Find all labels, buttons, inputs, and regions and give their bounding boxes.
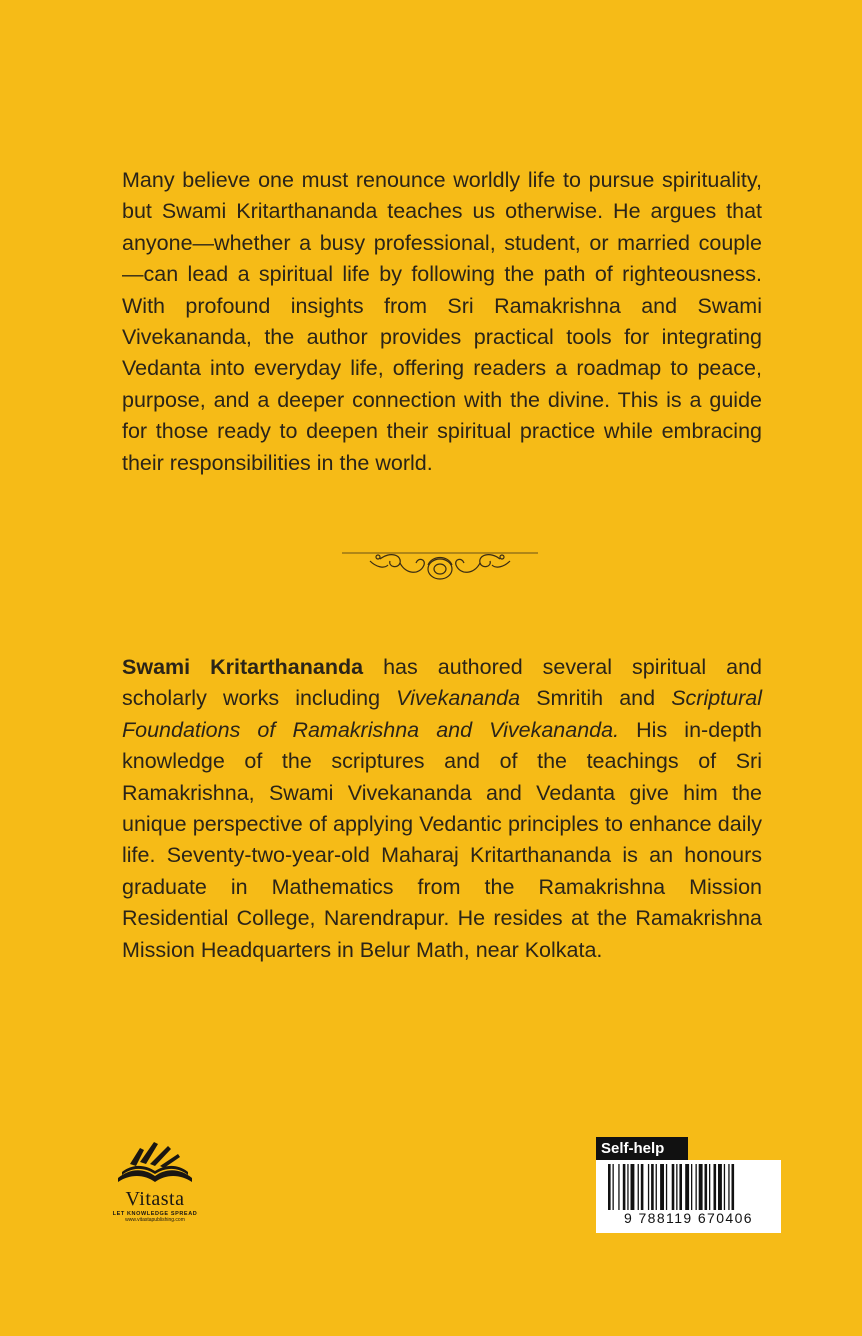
blurb-text: Many believe one must renounce worldly life to pursue spirituality, but Swami Kritarthananda teaches us otherwise. He argues that anyone—whether a busy professional, student, or married couple—can lead a spiritual life by following the path of righteousness. With profound insights from Sri Ramakrishna and Swami Vivekananda, the author provides practical tools for integrating Vedanta into everyday life, offering readers a roadmap to peace, purpose, and a deeper connection with the divine. This is a guide for those ready to deepen their spiritual practice while embracing their responsibilities in the world. (122, 168, 762, 475)
bio-part2: His in-depth knowledge of the scriptures and of the teachings of Sri Ramakrishna, Swami Vivekananda and Vedanta give him the unique perspective of applying Vedantic principles to enhance daily life. Seventy-two-year-old Maharaj Kritarthananda is an honours graduate in Mathematics from the Ramakrishna Mission Residential College, Narendrapur. He resides at the Ramakrishna Mission Headquarters in Belur Math, near Kolkata. (122, 717, 762, 962)
author-name: Swami Kritarthananda (122, 655, 364, 679)
bio-work1-rest: Smritih and (520, 686, 672, 711)
author-bio (122, 652, 762, 966)
publisher-name: Vitasta (125, 1188, 185, 1210)
barcode-panel (596, 1160, 781, 1233)
flourish-ornament-icon (340, 545, 540, 589)
bio-work1: Vivekananda (396, 686, 521, 711)
publisher-logo (100, 1138, 210, 1238)
bio-work2: Scriptural Foundations of Ramakrishna and Vivekananda. (122, 686, 763, 742)
bio-part1: has authored several spiritual and scholarly works including (122, 655, 762, 711)
category-label: Self-help (596, 1137, 688, 1160)
publisher-tagline: LET KNOWLEDGE SPREAD (112, 1211, 198, 1217)
publisher-url: www.vitastapublishing.com (125, 1217, 185, 1223)
barcode-icon (604, 1164, 774, 1210)
isbn-number: 9 788119 670406 (624, 1210, 753, 1226)
isbn-barcode-block (596, 1137, 781, 1233)
open-book-icon (110, 1138, 200, 1192)
